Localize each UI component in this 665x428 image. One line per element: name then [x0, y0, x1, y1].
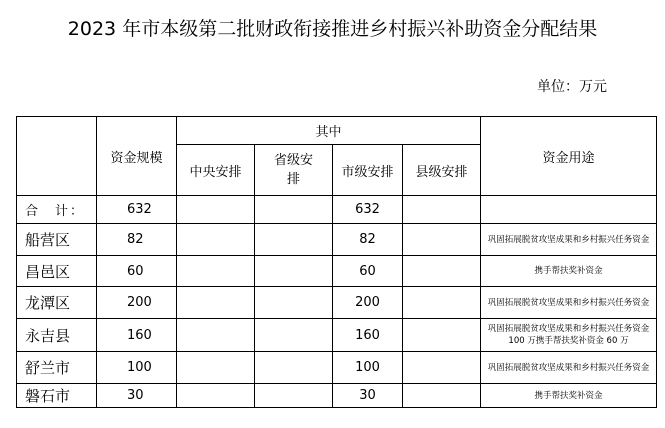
cell-county	[403, 287, 481, 319]
cell-scale: 160	[97, 319, 177, 352]
cell-provincial	[255, 287, 333, 319]
cell-use: 巩固拓展脱贫攻坚成果和乡村振兴任务资金	[481, 352, 657, 384]
cell-city: 82	[333, 224, 403, 256]
cell-use: 巩固拓展脱贫攻坚成果和乡村振兴任务资金	[481, 224, 657, 256]
header-row-1	[17, 117, 657, 145]
header-provincial-line1: 省级安	[273, 153, 313, 168]
cell-scale: 60	[97, 256, 177, 287]
table-row	[17, 287, 657, 319]
header-central: 中央安排	[177, 145, 255, 196]
table-row	[17, 352, 657, 384]
header-use: 资金用途	[481, 117, 657, 196]
cell-central	[177, 384, 255, 408]
cell-region: 合 计：	[17, 196, 97, 224]
cell-use	[481, 196, 657, 224]
cell-use: 巩固拓展脱贫攻坚成果和乡村振兴任务资金 100 万携手帮扶奖补资金 60 万	[481, 319, 657, 352]
table-row	[17, 384, 657, 408]
header-city: 市级安排	[333, 145, 403, 196]
cell-use: 携手帮扶奖补资金	[481, 384, 657, 408]
cell-use: 携手帮扶奖补资金	[481, 256, 657, 287]
cell-use: 巩固拓展脱贫攻坚成果和乡村振兴任务资金	[481, 287, 657, 319]
cell-central	[177, 319, 255, 352]
cell-provincial	[255, 224, 333, 256]
cell-provincial	[255, 319, 333, 352]
cell-provincial	[255, 196, 333, 224]
cell-county	[403, 256, 481, 287]
cell-scale: 100	[97, 352, 177, 384]
cell-central	[177, 352, 255, 384]
cell-central	[177, 224, 255, 256]
cell-central	[177, 196, 255, 224]
cell-county	[403, 196, 481, 224]
header-provincial-line2: 排	[286, 172, 300, 187]
cell-city: 100	[333, 352, 403, 384]
allocation-table	[16, 116, 657, 408]
header-county: 县级安排	[403, 145, 481, 196]
cell-scale: 82	[97, 224, 177, 256]
cell-county	[403, 224, 481, 256]
cell-county	[403, 352, 481, 384]
cell-county	[403, 384, 481, 408]
header-scale: 资金规模	[97, 117, 177, 196]
cell-region: 磐石市	[17, 384, 97, 408]
table-row	[17, 319, 657, 352]
cell-city: 200	[333, 287, 403, 319]
header-region	[17, 117, 97, 196]
cell-provincial	[255, 352, 333, 384]
cell-central	[177, 256, 255, 287]
cell-city: 632	[333, 196, 403, 224]
page-title: 2023 年市本级第二批财政衔接推进乡村振兴补助资金分配结果	[67, 18, 598, 40]
header-group: 其中	[177, 117, 481, 145]
table-row	[17, 196, 657, 224]
header-provincial	[255, 145, 333, 196]
cell-central	[177, 287, 255, 319]
cell-scale: 30	[97, 384, 177, 408]
table-row	[17, 256, 657, 287]
cell-county	[403, 319, 481, 352]
cell-scale: 200	[97, 287, 177, 319]
cell-region: 永吉县	[17, 319, 97, 352]
cell-region: 龙潭区	[17, 287, 97, 319]
cell-region: 船营区	[17, 224, 97, 256]
cell-city: 30	[333, 384, 403, 408]
cell-provincial	[255, 256, 333, 287]
cell-provincial	[255, 384, 333, 408]
cell-region: 昌邑区	[17, 256, 97, 287]
cell-region: 舒兰市	[17, 352, 97, 384]
cell-city: 160	[333, 319, 403, 352]
unit-label: 单位：万元	[537, 79, 607, 95]
table-row	[17, 224, 657, 256]
cell-city: 60	[333, 256, 403, 287]
cell-scale: 632	[97, 196, 177, 224]
